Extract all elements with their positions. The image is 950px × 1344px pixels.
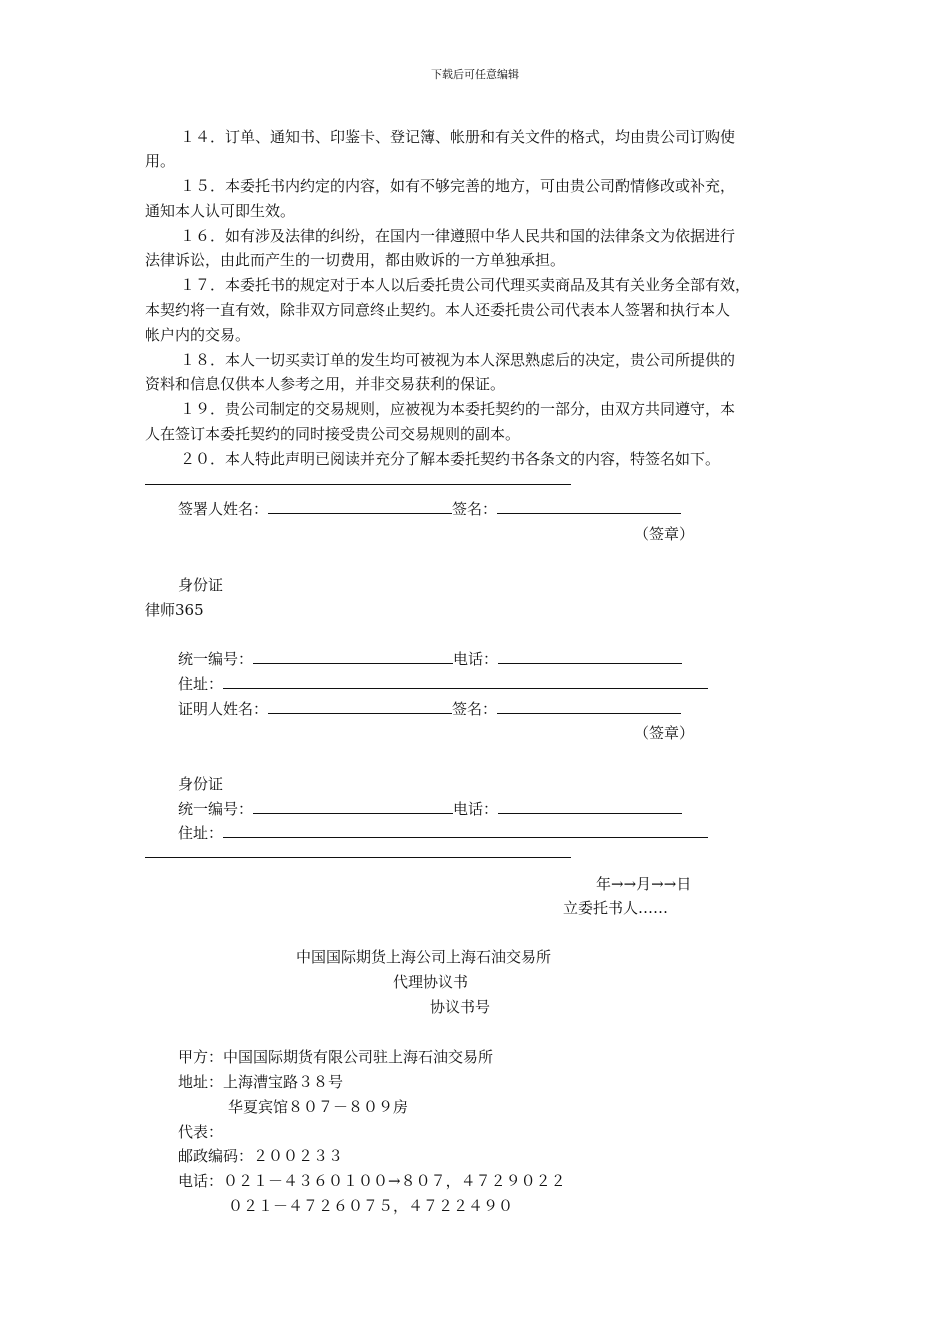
clause-16-line2: 法律诉讼，由此而产生的一切费用，都由败诉的一方单独承担。: [145, 251, 566, 269]
day-label: 日: [676, 875, 692, 893]
witness-row: [178, 697, 681, 721]
witness-sign-label: 签名：: [452, 700, 498, 718]
unified-no-row-2: [178, 797, 682, 821]
id-label-2: 身份证: [178, 775, 224, 793]
unified-no-blank[interactable]: [253, 648, 453, 664]
phone-label: 电话：: [453, 650, 499, 668]
clause-18-line1: １８．本人一切买卖订单的发生均可被视为本人深思熟虑后的决定，贵公司所提供的: [180, 351, 736, 369]
principal-label: 立委托书人……: [563, 899, 669, 917]
signer-name-blank[interactable]: [268, 498, 452, 514]
clause-18-line2: 资料和信息仅供本人参考之用，并非交易获利的保证。: [145, 375, 506, 393]
address-blank[interactable]: [223, 673, 708, 689]
year-arrow: →→: [611, 875, 637, 893]
page-header: 下载后可任意编辑: [431, 68, 519, 81]
representative: 代表：: [178, 1123, 224, 1141]
phone-line-1: [178, 1169, 566, 1193]
postcode: 邮政编码：２００２３３: [178, 1147, 344, 1165]
address-line: 地址：上海漕宝路３８号: [178, 1073, 344, 1091]
month-arrow: →→: [651, 875, 677, 893]
address-row-2: [178, 821, 708, 845]
agreement-title-1: 中国国际期货上海公司上海石油交易所: [296, 948, 552, 966]
address-blank-2[interactable]: [223, 822, 708, 838]
sign-label: 签名：: [452, 500, 498, 518]
divider-bottom: [145, 857, 571, 858]
agreement-phone-1: ０２１－４３６０１００→８０７，４７２９０２２: [223, 1172, 566, 1190]
lawyer-text: 律师365: [145, 601, 204, 619]
signer-name-label: 签署人姓名：: [178, 500, 269, 518]
agreement-title-3: 协议书号: [430, 998, 491, 1016]
clause-17-line2: 本契约将一直有效，除非双方同意终止契约。本人还委托贵公司代表本人签署和执行本人: [145, 301, 731, 319]
divider-top: [145, 484, 571, 485]
month-label: 月: [636, 875, 652, 893]
clause-15-line1: １５．本委托书内约定的内容，如有不够完善的地方，可由贵公司酌情修改或补充，: [180, 177, 736, 195]
party-a: 甲方：中国国际期货有限公司驻上海石油交易所: [178, 1048, 494, 1066]
address-label-2: 住址：: [178, 824, 224, 842]
clause-19-line2: 人在签订本委托契约的同时接受贵公司交易规则的副本。: [145, 425, 521, 443]
address-label: 住址：: [178, 675, 224, 693]
agreement-title-2: 代理协议书: [393, 973, 469, 991]
signer-sign-blank[interactable]: [497, 498, 681, 514]
unified-no-row: [178, 647, 682, 671]
seal-label: （签章）: [634, 525, 695, 543]
clause-20-line1: ２０．本人特此声明已阅读并充分了解本委托契约书各条文的内容，特签名如下。: [180, 450, 721, 468]
witness-sign-blank[interactable]: [497, 698, 681, 714]
clause-14-line2: 用。: [145, 152, 176, 170]
phone-label-2: 电话：: [453, 800, 499, 818]
unified-no-label: 统一编号：: [178, 650, 254, 668]
address-row: [178, 672, 708, 696]
phone-blank-2[interactable]: [498, 798, 682, 814]
witness-name-label: 证明人姓名：: [178, 700, 269, 718]
date-line: [596, 872, 691, 896]
unified-no-label-2: 统一编号：: [178, 800, 254, 818]
clause-14-line1: １４．订单、通知书、印鉴卡、登记簿、帐册和有关文件的格式，均由贵公司订购使: [180, 128, 736, 146]
id-label: 身份证: [178, 576, 224, 594]
year-label: 年: [596, 875, 612, 893]
phone-line-2: ０２１－４７２６０７５，４７２２４９０: [228, 1197, 514, 1215]
signer-row: [178, 497, 681, 521]
clause-19-line1: １９．贵公司制定的交易规则，应被视为本委托契约的一部分，由双方共同遵守，本: [180, 400, 736, 418]
agreement-phone-label: 电话：: [178, 1172, 224, 1190]
clause-15-line2: 通知本人认可即生效。: [145, 202, 296, 220]
phone-blank[interactable]: [498, 648, 682, 664]
address-line-2: 华夏宾馆８０７－８０９房: [228, 1098, 409, 1116]
clause-17-line3: 帐户内的交易。: [145, 326, 251, 344]
clause-17-line1: １７．本委托书的规定对于本人以后委托贵公司代理买卖商品及其有关业务全部有效，: [180, 276, 751, 294]
seal-label-2: （签章）: [634, 724, 695, 742]
clause-16-line1: １６．如有涉及法律的纠纷，在国内一律遵照中华人民共和国的法律条文为依据进行: [180, 227, 736, 245]
unified-no-blank-2[interactable]: [253, 798, 453, 814]
witness-name-blank[interactable]: [268, 698, 452, 714]
